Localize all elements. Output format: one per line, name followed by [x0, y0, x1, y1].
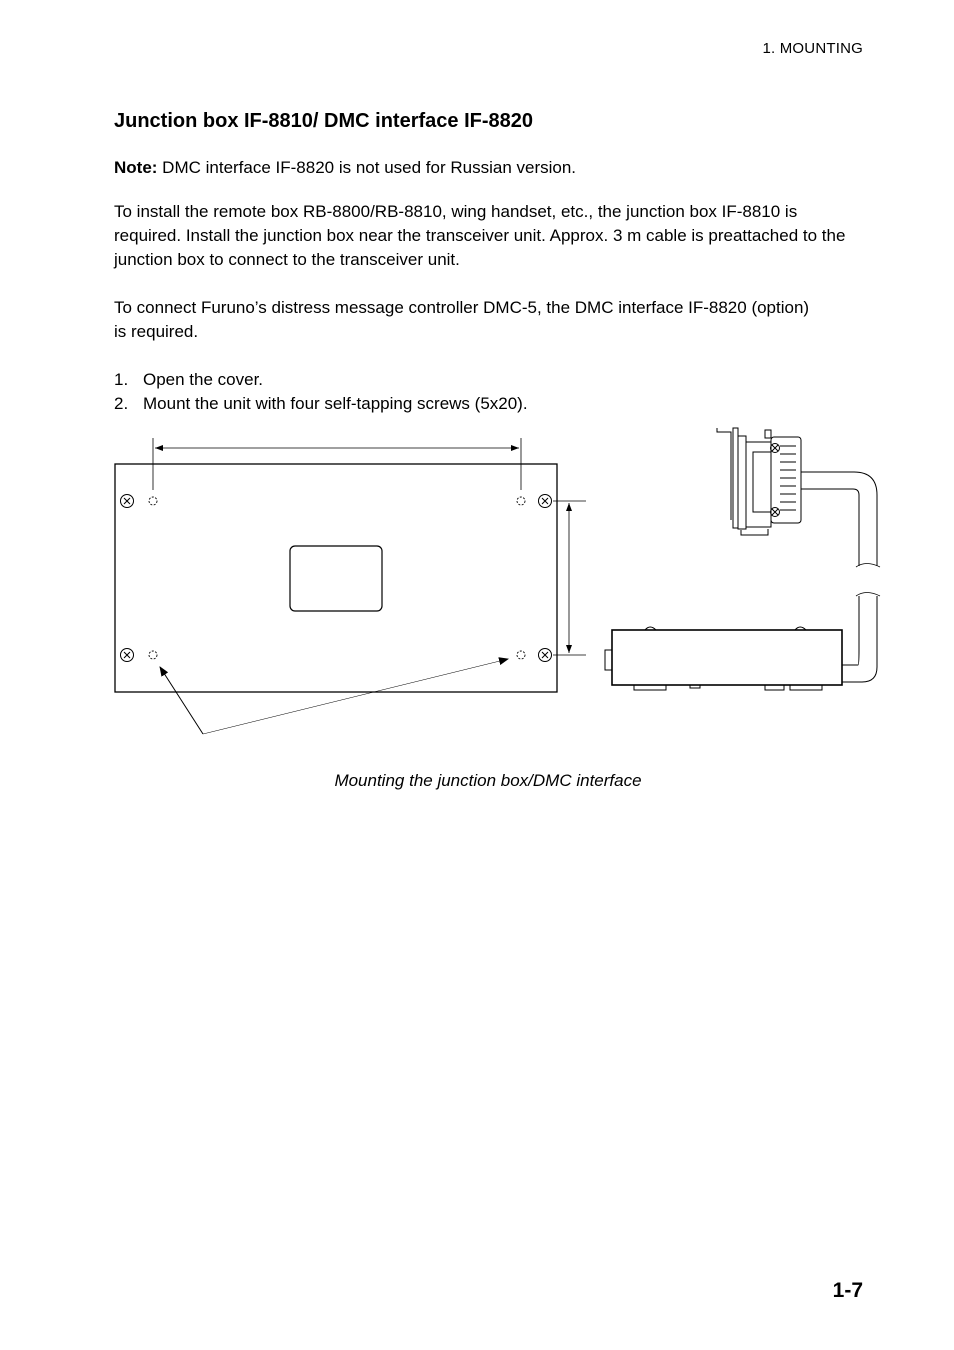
step-number: 1.: [114, 370, 129, 389]
step-number: 2.: [114, 394, 129, 413]
paragraph-install: To install the remote box RB-8800/RB-8810, wing handset, etc., the junction box IF-8810 is required. Install the junction box near the transceiver unit. Approx. 3 m cable is preattached to the junction box to connect to the transceiver unit.: [114, 202, 846, 269]
figure-caption: Mounting the junction box/DMC interface: [334, 771, 642, 790]
running-header: 1. MOUNTING: [762, 40, 863, 57]
step-text: Open the cover.: [143, 370, 264, 389]
page-number: 1-7: [832, 1279, 863, 1302]
hole-leader-arrows: [160, 659, 508, 734]
note-label: Note:: [114, 158, 158, 177]
cover-screw-icon: [121, 495, 552, 662]
cable-break-mark: [856, 564, 880, 597]
paragraph-dmc: To connect Furuno’s distress message controller DMC-5, the DMC interface IF-8820 (option) is required.: [114, 298, 810, 341]
junction-box-side-view: [605, 596, 877, 690]
step-text: Mount the unit with four self-tapping screws (5x20).: [143, 394, 528, 413]
mounting-hole-icon: [149, 497, 525, 659]
junction-box-top-view: [115, 438, 586, 692]
connector-end-view: [717, 428, 877, 566]
note-text: DMC interface IF-8820 is not used for Russian version.: [157, 158, 577, 177]
section-heading: Junction box IF-8810/ DMC interface IF-8820: [114, 110, 533, 132]
